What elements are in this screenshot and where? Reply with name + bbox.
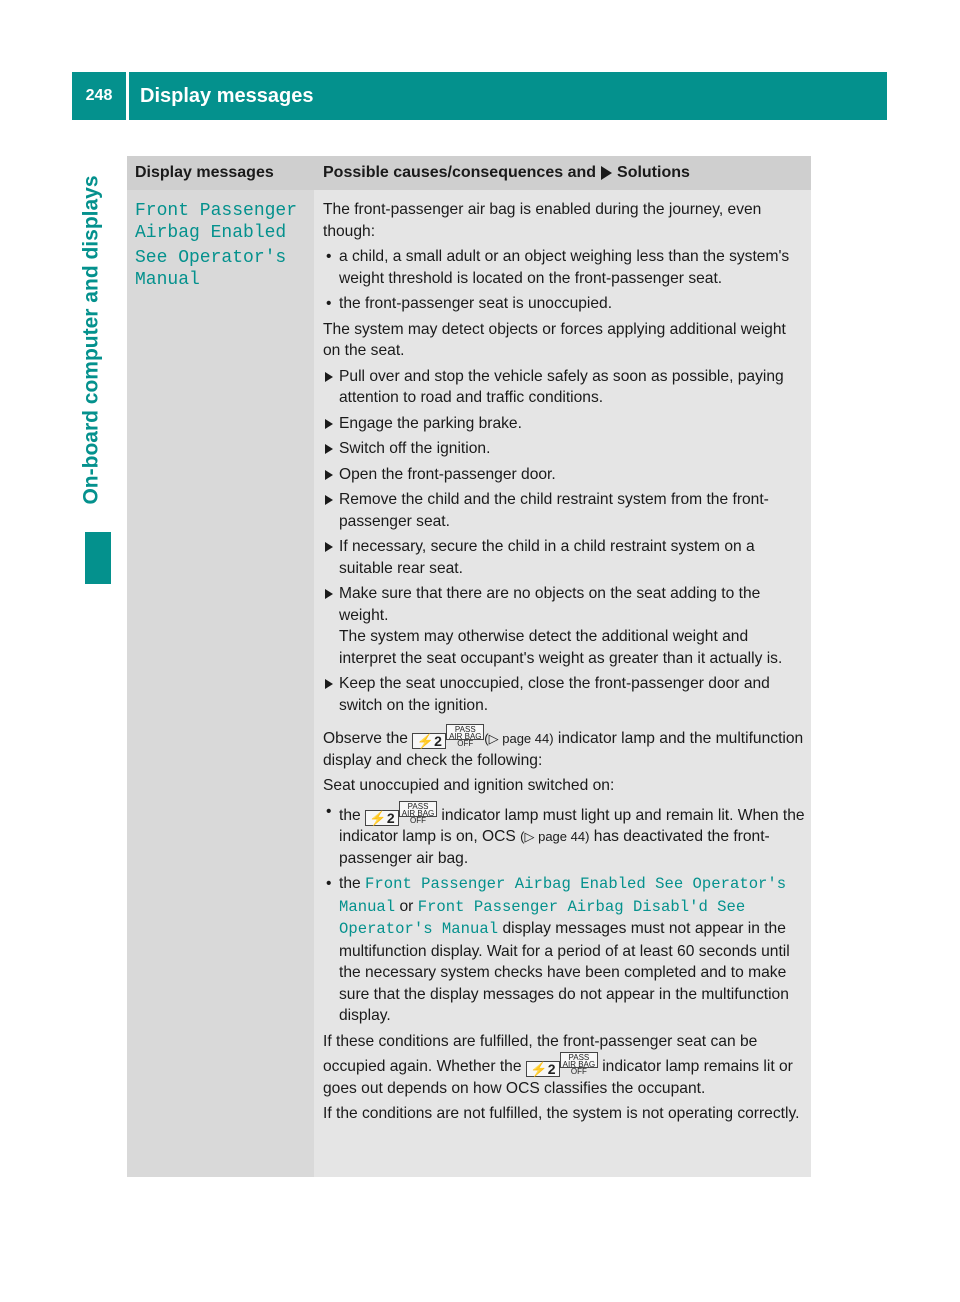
- check-item: [323, 873, 807, 1027]
- step-item: Engage the parking brake.: [323, 413, 807, 435]
- seat-occupant-icon: ⚡2: [526, 1061, 560, 1077]
- pass-airbag-off-icon: [446, 724, 484, 748]
- seat-occupant-icon: ⚡2: [412, 733, 446, 749]
- step-text: Make sure that there are no objects on the seat adding to the weight.: [339, 585, 761, 624]
- icon-text: AIR BAG OFF: [562, 1060, 596, 1076]
- display-message: Front Passenger Airbag Enabled See Operator's Manual: [339, 875, 787, 916]
- cause-item: • the front-passenger seat is unoccupied.: [323, 293, 807, 315]
- header-text: Possible causes/consequences and: [323, 164, 597, 181]
- detect-text: The system may detect objects or forces applying additional weight on the seat.: [323, 320, 786, 359]
- message-line: Front Passenger: [135, 201, 298, 221]
- page-title: Display messages: [129, 72, 887, 120]
- text-run: indicator lamp remains lit or goes out depends on how OCS classifies the occupant.: [323, 1058, 793, 1097]
- step-item: Switch off the ignition.: [323, 438, 807, 460]
- icon-text: AIR BAG OFF: [449, 732, 482, 748]
- icon-text: AIR BAG OFF: [401, 808, 435, 825]
- fulfilled-text: [323, 1031, 807, 1100]
- step-note: The system may otherwise detect the additional weight and interpret the seat occupant's weight as greater than it actually is.: [339, 628, 783, 667]
- not-fulfilled-text: If the conditions are not fulfilled, the system is not operating correctly.: [323, 1105, 800, 1122]
- text-run: indicator lamp must light up and remain lit. When the indicator lamp is on, OCS: [339, 806, 805, 845]
- text-run: If these conditions are fulfilled, the front-passenger seat can be occupied again. Whether the: [323, 1032, 758, 1075]
- intro-text: The front-passenger air bag is enabled during the journey, even though:: [323, 201, 762, 240]
- text-run: the: [339, 875, 361, 892]
- page-reference[interactable]: (▷ page 44): [520, 829, 590, 844]
- display-messages-table: [127, 156, 811, 1177]
- message-line: See Operator's: [135, 248, 287, 268]
- seat-unoccupied-text: Seat unoccupied and ignition switched on:: [323, 777, 615, 794]
- side-tab-label: On-board computer and displays: [80, 175, 103, 505]
- icon-text: PASS: [407, 801, 429, 811]
- message-column: [127, 156, 314, 1177]
- side-tab: [72, 140, 112, 540]
- arrow-icon: [601, 166, 612, 180]
- step-item: Keep the seat unoccupied, close the front-passenger door and switch on the ignition.: [323, 673, 807, 716]
- step-item: Pull over and stop the vehicle safely as soon as possible, paying attention to road and traffic conditions.: [323, 366, 807, 409]
- step-item: Open the front-passenger door.: [323, 464, 807, 486]
- text-run: has deactivated the front-passenger air bag.: [339, 828, 770, 867]
- display-message: Front Passenger Airbag Disabl'd See Operator's Manual: [339, 897, 746, 938]
- step-item: If necessary, secure the child in a child restraint system on a suitable rear seat.: [323, 536, 807, 579]
- column-header-messages: Display messages: [127, 156, 314, 190]
- pass-airbag-off-icon: [399, 801, 437, 825]
- text-run: display messages must not appear in the multifunction display. Wait for a period of at least 60 seconds until the necessary system checks have been completed and to make sure that the display messages do not appear in the multifunction display.: [339, 920, 790, 1024]
- seat-occupant-icon: ⚡2: [365, 810, 399, 826]
- observe-text: [323, 724, 807, 771]
- cause-item: • a child, a small adult or an object weighing less than the system's weight threshold is located on the front-passenger seat.: [323, 246, 807, 289]
- text-run: or: [399, 897, 414, 915]
- header-text: Solutions: [617, 164, 690, 181]
- column-header-solutions: [314, 156, 811, 190]
- solutions-column: [323, 199, 807, 1129]
- check-item: [323, 801, 807, 870]
- icon-text: PASS: [568, 1053, 590, 1062]
- page-reference[interactable]: (▷ page 44): [484, 731, 554, 746]
- step-item: [323, 583, 807, 669]
- text-run: Observe the: [323, 730, 408, 747]
- message-line: Airbag Enabled: [135, 223, 287, 243]
- page-number: 248: [72, 72, 126, 120]
- text-run: the: [339, 806, 361, 824]
- message-line: Manual: [135, 270, 200, 290]
- icon-text: PASS: [454, 725, 476, 734]
- side-tab-marker: [85, 532, 111, 584]
- text-run: indicator lamp and the multifunction display and check the following:: [323, 730, 804, 769]
- pass-airbag-off-icon: [560, 1052, 598, 1076]
- step-item: Remove the child and the child restraint system from the front-passenger seat.: [323, 489, 807, 532]
